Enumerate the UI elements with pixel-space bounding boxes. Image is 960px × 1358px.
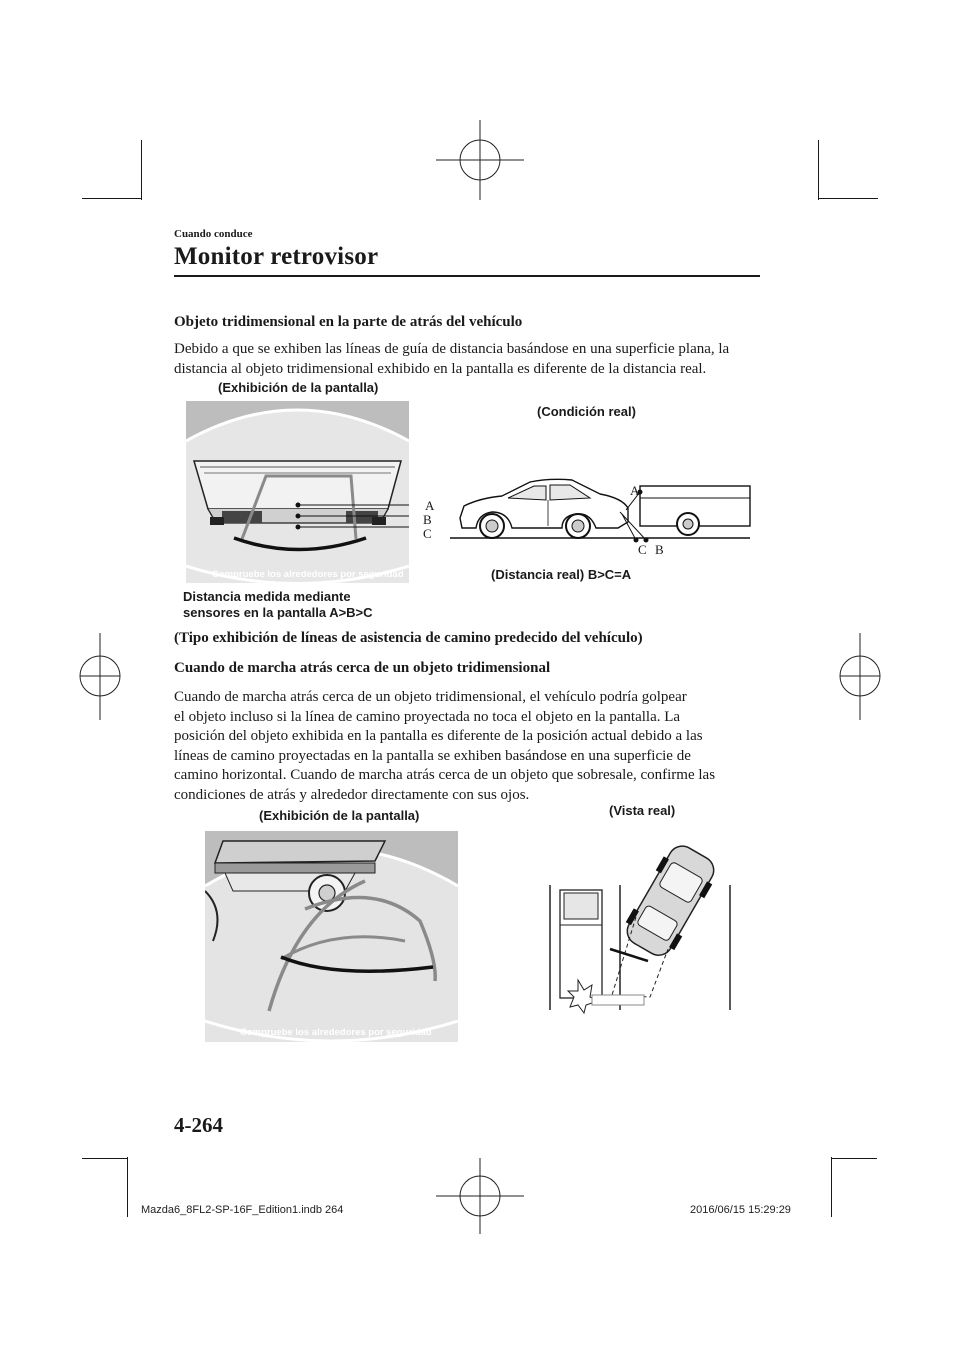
real-label-c: C: [638, 542, 647, 557]
paragraph-2-line: condiciones de atrás y alrededor directamente con sus ojos.: [174, 786, 530, 803]
section-label: Cuando conduce: [174, 228, 253, 240]
real-distance-note: (Distancia real) B>C=A: [491, 567, 632, 582]
paragraph-2-line: líneas de camino proyectadas en la pantalla se exhiben basándose en una superficie de: [174, 747, 691, 764]
heading-type-display: (Tipo exhibición de líneas de asistencia de camino predecido del vehículo): [174, 630, 643, 646]
paragraph-1-line: distancia al objeto tridimensional exhibido en la pantalla es diferente de la distancia real.: [174, 360, 707, 377]
paragraph-2-line: el objeto incluso si la línea de camino proyectada no toca el objeto en la pantalla. La: [174, 708, 681, 725]
real-label-a: A: [630, 483, 640, 498]
footer-timestamp: 2016/06/15 15:29:29: [690, 1204, 791, 1216]
real-label-b: B: [655, 542, 664, 557]
page-title: Monitor retrovisor: [174, 243, 379, 270]
paragraph-2-line: camino horizontal. Cuando de marcha atrás cerca de un objeto que sobresale, confirme las: [174, 767, 716, 783]
screen-safety-note-2: Compruebe los alrededores por seguridad: [240, 1027, 432, 1038]
paragraph-2-line: posición del objeto exhibida en la pantalla es diferente de la posición actual debido a las: [174, 728, 703, 744]
real-condition-illustration: [450, 470, 755, 560]
label-a: A: [425, 498, 435, 513]
heading-3d-object: Objeto tridimensional en la parte de atrás del vehículo: [174, 314, 523, 330]
page-number: 4-264: [174, 1113, 223, 1137]
screen-distance-line: Distancia medida mediante: [183, 589, 351, 604]
real-caption-1: (Condición real): [537, 404, 636, 419]
heading-reversing: Cuando de marcha atrás cerca de un objeto tridimensional: [174, 660, 551, 676]
footer-file: Mazda6_8FL2-SP-16F_Edition1.indb 264: [141, 1204, 344, 1216]
paragraph-2-line: Cuando de marcha atrás cerca de un objeto tridimensional, el vehículo podría golpear: [174, 689, 687, 705]
real-caption-2: (Vista real): [609, 803, 676, 818]
screen-caption-2: (Exhibición de la pantalla): [259, 808, 420, 823]
title-rule: [174, 275, 760, 277]
label-c: C: [423, 526, 432, 541]
real-view-illustration: [540, 845, 740, 1020]
screen-display-1: [186, 401, 409, 583]
paragraph-1: [174, 340, 764, 379]
screen-safety-note-1: Compruebe los alrededores por seguridad: [212, 569, 404, 580]
screen-distance-line: sensores en la pantalla A>B>C: [183, 605, 373, 620]
label-b: B: [423, 512, 432, 527]
paragraph-1-line: Debido a que se exhiben las líneas de guía de distancia basándose en una superficie plana, la: [174, 341, 730, 357]
paragraph-2: [174, 688, 764, 805]
screen-caption-1: (Exhibición de la pantalla): [218, 380, 379, 395]
screen-display-2: [205, 831, 458, 1042]
screen-distance-note: [183, 589, 373, 621]
